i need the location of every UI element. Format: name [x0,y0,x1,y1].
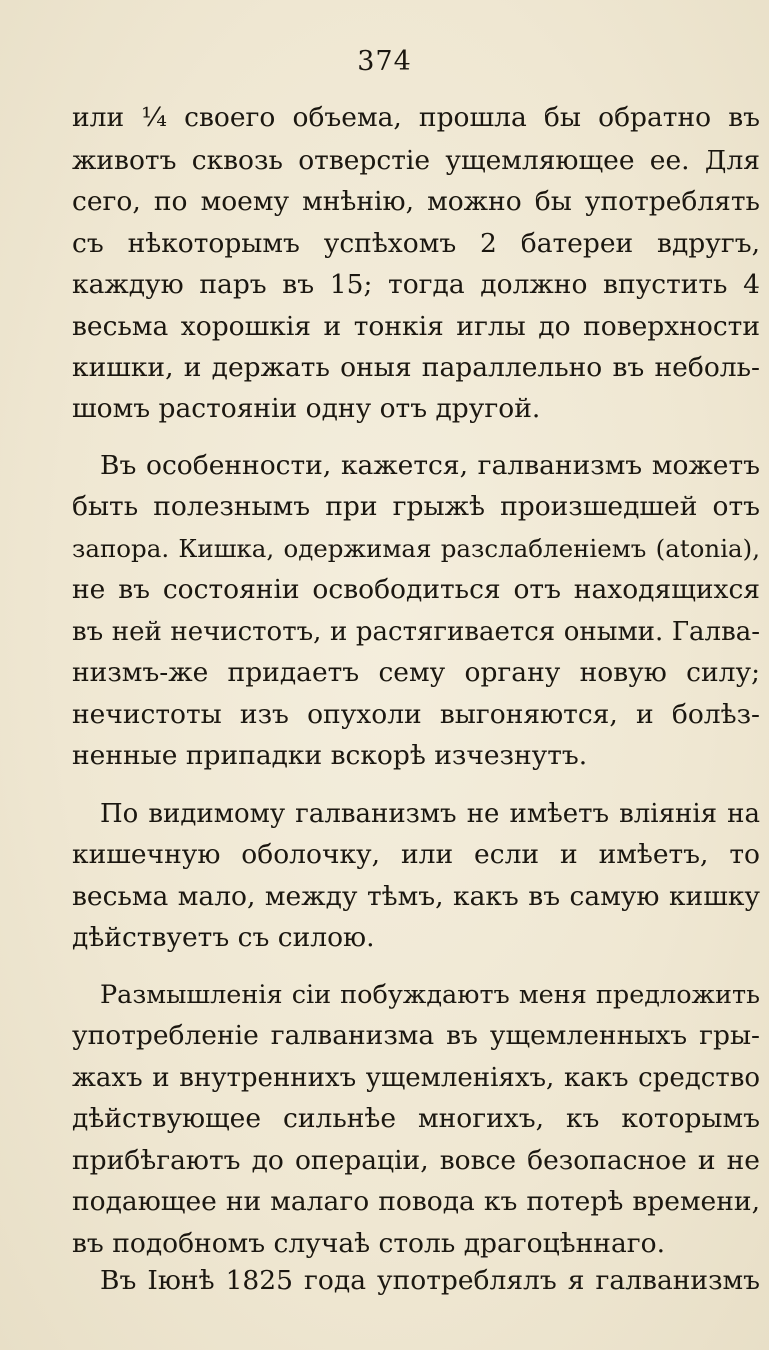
text-line: сего, по моему мнѣнію, можно бы употреблять [72,186,760,217]
text-line: Въ Іюнѣ 1825 года употреблялъ я галванизмъ [100,1265,760,1296]
text-line: низмъ-же придаетъ сему органу новую силу; [72,657,760,688]
text-line: животъ сквозь отверстіе ущемляющее ее. Для [72,145,760,176]
text-line: жахъ и внутреннихъ ущемленіяхъ, какъ средство [72,1063,760,1093]
page-number: 374 [357,46,412,77]
text-line: запора. Кишка, одержимая разслабленіемъ (atonia), [72,534,760,563]
text-line: не въ состояніи освободиться отъ находящихся [72,574,760,605]
text-line: или ¼ своего объема, прошла бы обратно въ [72,102,760,133]
text-line: весьма мало, между тѣмъ, какъ въ самую кишку [72,881,760,912]
text-line: прибѣгаютъ до операціи, вовсе безопасное и не [72,1145,760,1176]
text-line: ненные припадки вскорѣ изчезнутъ. [72,740,588,771]
text-line: въ подобномъ случаѣ столь драгоцѣннаго. [72,1228,666,1259]
text-line: весьма хорошкія и тонкія иглы до поверхности [72,311,760,342]
text-line: дѣйствующее сильнѣе многихъ, къ которымъ [72,1103,760,1134]
text-line: Въ особенности, кажется, галванизмъ можетъ [100,450,760,481]
text-line: Размышленія сіи побуждаютъ меня предложить [100,980,760,1010]
text-line: съ нѣкоторымъ успѣхомъ 2 батереи вдругъ, [72,228,760,259]
text-line: употребленіе галванизма въ ущемленныхъ гры- [72,1020,760,1051]
text-line: По видимому галванизмъ не имѣетъ вліянія на [100,799,760,829]
text-line: шомъ растояніи одну отъ другой. [72,393,541,424]
text-line: подающее ни малаго повода къ потерѣ времени, [72,1186,760,1217]
text-line: въ ней нечистотъ, и растягивается оными. Галва- [72,617,760,647]
text-line: быть полезнымъ при грыжѣ произшедшей отъ [72,491,760,522]
text-line: кишечную оболочку, или если и имѣетъ, то [72,839,760,870]
text-line: кишки, и держать оныя параллельно въ неболь- [72,352,760,383]
text-line: каждую паръ въ 15; тогда должно впустить 4 [72,269,760,300]
text-line: нечистоты изъ опухоли выгоняются, и болѣз- [72,699,760,730]
text-line: дѣйствуетъ съ силою. [72,922,375,953]
